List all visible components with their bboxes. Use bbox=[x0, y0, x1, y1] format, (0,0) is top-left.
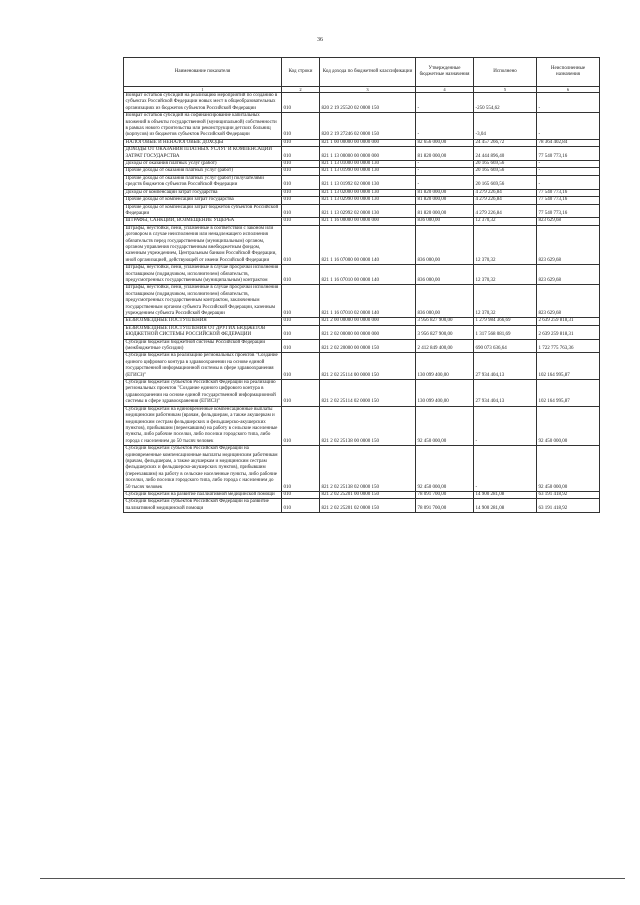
cell-unexecuted: - bbox=[537, 175, 600, 189]
cell-approved: - bbox=[416, 175, 474, 189]
cell-executed: - bbox=[474, 446, 537, 492]
cell-executed: 1 279 984 366,69 bbox=[474, 318, 537, 325]
cell-unexecuted: 78 364 402,84 bbox=[537, 139, 600, 146]
cell-line-code: 010 bbox=[282, 318, 320, 325]
cell-unexecuted: 77 540 773,16 bbox=[537, 189, 600, 196]
cell-executed: 20 165 669,56 bbox=[474, 175, 537, 189]
cell-indicator-name: Прочие доходы от оказания платных услуг (работ) получателями средств бюджетов субъектов Российской Федерации bbox=[124, 175, 282, 189]
cell-line-code: 010 bbox=[282, 168, 320, 175]
cell-indicator-name: ДОХОДЫ ОТ ОКАЗАНИЯ ПЛАТНЫХ УСЛУГ И КОМПЕНСАЦИИ ЗАТРАТ ГОСУДАРСТВА bbox=[124, 147, 282, 161]
cell-approved: 836 000,00 bbox=[416, 285, 474, 318]
table-row bbox=[124, 225, 600, 264]
cell-approved: 81 820 000,00 bbox=[416, 189, 474, 196]
cell-indicator-name: Субсидии бюджетам на единовременные компенсационные выплаты медицинским работникам (врачам, фельдшерам, а также акушеркам и медицинским сестрам фельдшерских и фельдшерско-акушерских пунктов), прибывшим (переехавшим) на работу в сельские населенные пункты, либо рабочие поселки, либо поселки городского типа, либо города с населением до 50 тысяч человек bbox=[124, 406, 282, 445]
cell-line-code: 010 bbox=[282, 175, 320, 189]
table-row bbox=[124, 139, 600, 146]
cell-income-code: 821 2 02 25114 00 0000 150 bbox=[320, 353, 416, 380]
cell-indicator-name: Субсидии бюджетам субъектов Российской Федерации на единовременные компенсационные выплаты медицинским работникам (врачам, фельдшерам, а также акушеркам и медицинским сестрам фельдшерских и фельдшерско-акушерских пунктов), прибывшим (переехавшим) на работу в сельские населенные пункты, либо рабочие поселки, либо поселки городского типа, либо города с населением до 50 тысяч человек bbox=[124, 446, 282, 492]
cell-income-code: 821 1 16 07010 02 0000 140 bbox=[320, 285, 416, 318]
cell-line-code: 010 bbox=[282, 339, 320, 353]
table-row bbox=[124, 175, 600, 189]
cell-executed: 1 317 568 081,69 bbox=[474, 325, 537, 339]
cell-unexecuted: 77 540 773,16 bbox=[537, 147, 600, 161]
table-row bbox=[124, 406, 600, 445]
cell-indicator-name: НАЛОГОВЫЕ И НЕНАЛОГОВЫЕ ДОХОДЫ bbox=[124, 139, 282, 146]
cell-income-code: 821 1 13 01000 00 0000 130 bbox=[320, 161, 416, 168]
page-number: 36 bbox=[317, 37, 323, 43]
cell-unexecuted: 102 164 995,87 bbox=[537, 380, 600, 407]
cell-indicator-name: Субсидии бюджетам субъектов Российской Федерации на развитие паллиативной медицинской помощи bbox=[124, 499, 282, 513]
cell-executed: 27 934 404,13 bbox=[474, 353, 537, 380]
table-row bbox=[124, 446, 600, 492]
cell-indicator-name: БЕЗВОЗМЕЗДНЫЕ ПОСТУПЛЕНИЯ ОТ ДРУГИХ БЮДЖЕТОВ БЮДЖЕТНОЙ СИСТЕМЫ РОССИЙСКОЙ ФЕДЕРАЦИИ bbox=[124, 325, 282, 339]
table-row bbox=[124, 285, 600, 318]
cell-indicator-name: Субсидии бюджетам на развитие паллиативной медицинской помощи bbox=[124, 491, 282, 498]
cell-indicator-name: ШТРАФЫ, САНКЦИИ, ВОЗМЕЩЕНИЕ УЩЕРБА bbox=[124, 218, 282, 225]
table-row bbox=[124, 93, 600, 113]
cell-indicator-name: Возврат остатков субсидий на софинансирование капитальных вложений в объекты государственной (муниципальной) собственности в рамках нового строительства или реконструкции детских больниц (корпусов) из бюджетов субъектов Российской Федерации bbox=[124, 113, 282, 140]
cell-unexecuted: 1 722 775 763,36 bbox=[537, 339, 600, 353]
column-number: 1 bbox=[124, 87, 282, 93]
cell-approved: - bbox=[416, 168, 474, 175]
cell-line-code: 010 bbox=[282, 139, 320, 146]
cell-line-code: 010 bbox=[282, 406, 320, 445]
column-number: 2 bbox=[282, 87, 320, 93]
cell-approved: 81 820 000,00 bbox=[416, 204, 474, 218]
cell-line-code: 010 bbox=[282, 225, 320, 264]
cell-unexecuted: 77 540 773,16 bbox=[537, 197, 600, 204]
cell-income-code: 821 2 00 00000 00 0000 000 bbox=[320, 318, 416, 325]
table-row bbox=[124, 147, 600, 161]
cell-executed: - bbox=[474, 406, 537, 445]
cell-line-code: 010 bbox=[282, 499, 320, 513]
cell-income-code: 821 2 02 25201 02 0000 150 bbox=[320, 499, 416, 513]
cell-approved: - bbox=[416, 113, 474, 140]
table-row bbox=[124, 499, 600, 513]
cell-income-code: 820 2 19 27246 02 0000 150 bbox=[320, 113, 416, 140]
cell-unexecuted: 92 450 000,00 bbox=[537, 406, 600, 445]
cell-approved: - bbox=[416, 161, 474, 168]
cell-executed: 24 457 266,72 bbox=[474, 139, 537, 146]
table-row bbox=[124, 204, 600, 218]
cell-line-code: 010 bbox=[282, 353, 320, 380]
cell-income-code: 821 1 13 01992 02 0000 130 bbox=[320, 175, 416, 189]
table-row bbox=[124, 353, 600, 380]
column-number: 5 bbox=[474, 87, 537, 93]
cell-income-code: 821 2 02 25138 02 0000 150 bbox=[320, 446, 416, 492]
cell-indicator-name: БЕЗВОЗМЕЗДНЫЕ ПОСТУПЛЕНИЯ bbox=[124, 318, 282, 325]
cell-approved: 836 000,00 bbox=[416, 225, 474, 264]
cell-approved: 836 000,00 bbox=[416, 265, 474, 285]
cell-indicator-name: Возврат остатков субсидий на реализацию мероприятий по созданию в субъектах Российской Федерации новых мест в общеобразовательных организациях из бюджетов субъектов Российской Федерации bbox=[124, 93, 282, 113]
cell-income-code: 821 1 13 02000 00 0000 130 bbox=[320, 189, 416, 196]
header-income-code: Код дохода по бюджетной классификации bbox=[320, 58, 416, 87]
cell-income-code: 821 1 13 00000 00 0000 000 bbox=[320, 147, 416, 161]
table-row bbox=[124, 189, 600, 196]
cell-unexecuted: 63 191 418,92 bbox=[537, 491, 600, 498]
cell-executed: -250 554,62 bbox=[474, 93, 537, 113]
cell-approved: 130 099 400,00 bbox=[416, 380, 474, 407]
cell-indicator-name: Прочие доходы от оказания платных услуг (работ) bbox=[124, 168, 282, 175]
cell-unexecuted: 77 540 773,16 bbox=[537, 204, 600, 218]
cell-unexecuted: - bbox=[537, 113, 600, 140]
column-number: 4 bbox=[416, 87, 474, 93]
cell-line-code: 010 bbox=[282, 161, 320, 168]
cell-executed: 27 934 404,13 bbox=[474, 380, 537, 407]
cell-approved: 82 656 000,00 bbox=[416, 139, 474, 146]
cell-indicator-name: Субсидии бюджетам бюджетной системы Российской Федерации (межбюджетные субсидии) bbox=[124, 339, 282, 353]
header-executed: Исполнено bbox=[474, 58, 537, 87]
cell-executed: 4 279 226,84 bbox=[474, 204, 537, 218]
cell-executed: 14 900 281,08 bbox=[474, 499, 537, 513]
cell-executed: 12 370,32 bbox=[474, 265, 537, 285]
cell-executed: 20 165 669,56 bbox=[474, 168, 537, 175]
cell-line-code: 010 bbox=[282, 197, 320, 204]
cell-approved: 81 820 000,00 bbox=[416, 197, 474, 204]
cell-line-code: 010 bbox=[282, 325, 320, 339]
cell-income-code: 821 1 13 01990 00 0000 130 bbox=[320, 168, 416, 175]
cell-approved: 3 956 827 900,00 bbox=[416, 318, 474, 325]
cell-line-code: 010 bbox=[282, 265, 320, 285]
cell-executed: 12 370,32 bbox=[474, 218, 537, 225]
cell-indicator-name: Прочие доходы от компенсации затрат бюджетов субъектов Российской Федерации bbox=[124, 204, 282, 218]
table-row bbox=[124, 339, 600, 353]
cell-unexecuted: 823 629,68 bbox=[537, 225, 600, 264]
cell-approved: 81 820 000,00 bbox=[416, 147, 474, 161]
cell-income-code: 821 1 16 00000 00 0000 000 bbox=[320, 218, 416, 225]
cell-unexecuted: 92 450 000,00 bbox=[537, 446, 600, 492]
header-approved: Утвержденные бюджетные назначения bbox=[416, 58, 474, 87]
cell-income-code: 821 1 00 00000 00 0000 000 bbox=[320, 139, 416, 146]
cell-executed: 12 370,32 bbox=[474, 285, 537, 318]
table-row bbox=[124, 197, 600, 204]
cell-approved: 3 956 827 900,00 bbox=[416, 325, 474, 339]
cell-indicator-name: Доходы от оказания платных услуг (работ) bbox=[124, 161, 282, 168]
table-row bbox=[124, 218, 600, 225]
table-row bbox=[124, 265, 600, 285]
header-unexecuted: Неисполненные назначения bbox=[537, 58, 600, 87]
cell-income-code: 821 1 13 02990 00 0000 130 bbox=[320, 197, 416, 204]
table-row bbox=[124, 113, 600, 140]
table-body bbox=[124, 93, 600, 513]
cell-unexecuted: 63 191 418,92 bbox=[537, 499, 600, 513]
cell-executed: 14 900 281,08 bbox=[474, 491, 537, 498]
table-row bbox=[124, 325, 600, 339]
column-number: 6 bbox=[537, 87, 600, 93]
cell-line-code: 010 bbox=[282, 491, 320, 498]
cell-executed: -3,04 bbox=[474, 113, 537, 140]
cell-line-code: 010 bbox=[282, 93, 320, 113]
cell-line-code: 010 bbox=[282, 218, 320, 225]
table-row bbox=[124, 168, 600, 175]
cell-executed: 690 073 636,64 bbox=[474, 339, 537, 353]
cell-line-code: 010 bbox=[282, 285, 320, 318]
cell-indicator-name: Штрафы, неустойки, пени, уплаченные в соответствии с законом или договором в случае неисполнения или ненадлежащего исполнения обязательств перед государственным (муниципальным) органом, органом управления государственным внебюджетным фондом, казенным учреждением, Центральным банком Российской Федерации, иной организацией, действующей от имени Российской Федерации bbox=[124, 225, 282, 264]
cell-approved: 92 450 000,00 bbox=[416, 446, 474, 492]
header-line-code: Код строки bbox=[282, 58, 320, 87]
cell-unexecuted: - bbox=[537, 93, 600, 113]
cell-income-code: 821 2 02 25201 00 0000 150 bbox=[320, 491, 416, 498]
income-report-table bbox=[123, 57, 600, 513]
cell-indicator-name: Субсидии бюджетам на реализацию региональных проектов "Создание единого цифрового контура в здравоохранении на основе единой государственной информационной системы в сфере здравоохранения (ЕГИСЗ)" bbox=[124, 353, 282, 380]
table-row bbox=[124, 161, 600, 168]
table-row bbox=[124, 491, 600, 498]
header-row bbox=[124, 58, 600, 87]
table-row bbox=[124, 380, 600, 407]
cell-unexecuted: 102 164 995,87 bbox=[537, 353, 600, 380]
cell-executed: 12 370,32 bbox=[474, 225, 537, 264]
cell-indicator-name: Доходы от компенсации затрат государства bbox=[124, 189, 282, 196]
cell-income-code: 821 2 02 00000 00 0000 000 bbox=[320, 325, 416, 339]
cell-unexecuted: 2 639 259 818,31 bbox=[537, 325, 600, 339]
cell-unexecuted: 823 629,68 bbox=[537, 218, 600, 225]
cell-indicator-name: Прочие доходы от компенсации затрат государства bbox=[124, 197, 282, 204]
cell-approved: 78 091 700,00 bbox=[416, 491, 474, 498]
cell-income-code: 820 2 19 25520 02 0000 150 bbox=[320, 93, 416, 113]
cell-approved: - bbox=[416, 93, 474, 113]
cell-line-code: 010 bbox=[282, 189, 320, 196]
cell-approved: 2 412 849 400,00 bbox=[416, 339, 474, 353]
cell-line-code: 010 bbox=[282, 147, 320, 161]
cell-executed: 4 279 226,84 bbox=[474, 189, 537, 196]
cell-unexecuted: - bbox=[537, 168, 600, 175]
cell-indicator-name: Штрафы, неустойки, пени, уплаченные в случае просрочки исполнения поставщиком (подрядчиком, исполнителем) обязательств, предусмотренных государственным (муниципальным) контрактом bbox=[124, 265, 282, 285]
cell-unexecuted: 823 629,68 bbox=[537, 285, 600, 318]
cell-income-code: 821 2 02 20000 00 0000 150 bbox=[320, 339, 416, 353]
cell-income-code: 821 1 16 07010 00 0000 140 bbox=[320, 265, 416, 285]
cell-indicator-name: Субсидии бюджетам субъектов Российской Федерации на реализацию региональных проектов "Создание единого цифрового контура в здравоохранении на основе единой государственной информационной системы в сфере здравоохранения (ЕГИСЗ)" bbox=[124, 380, 282, 407]
cell-indicator-name: Штрафы, неустойки, пени, уплаченные в случае просрочки исполнения поставщиком (подрядчиком, исполнителем) обязательств, предусмотренных государственным контрактом, заключенным государственным органом субъекта Российской Федерации, казенным учреждением субъекта Российской Федерации bbox=[124, 285, 282, 318]
cell-executed: 4 279 226,84 bbox=[474, 197, 537, 204]
cell-approved: 92 450 000,00 bbox=[416, 406, 474, 445]
cell-income-code: 821 2 02 25114 02 0000 150 bbox=[320, 380, 416, 407]
cell-executed: 20 165 669,56 bbox=[474, 161, 537, 168]
cell-unexecuted: 2 639 259 818,31 bbox=[537, 318, 600, 325]
cell-line-code: 010 bbox=[282, 446, 320, 492]
cell-approved: 78 091 700,00 bbox=[416, 499, 474, 513]
cell-income-code: 821 1 13 02992 02 0000 130 bbox=[320, 204, 416, 218]
page-bottom-divider bbox=[40, 878, 625, 879]
cell-unexecuted: 823 629,68 bbox=[537, 265, 600, 285]
cell-unexecuted: - bbox=[537, 161, 600, 168]
cell-line-code: 010 bbox=[282, 204, 320, 218]
cell-approved: 130 099 400,00 bbox=[416, 353, 474, 380]
cell-line-code: 010 bbox=[282, 380, 320, 407]
header-indicator-name: Наименование показателя bbox=[124, 58, 282, 87]
cell-executed: 24 444 896,40 bbox=[474, 147, 537, 161]
table-row bbox=[124, 318, 600, 325]
cell-line-code: 010 bbox=[282, 113, 320, 140]
column-number: 3 bbox=[320, 87, 416, 93]
cell-income-code: 821 2 02 25138 00 0000 150 bbox=[320, 406, 416, 445]
cell-income-code: 821 1 16 07000 00 0000 140 bbox=[320, 225, 416, 264]
cell-approved: 836 000,00 bbox=[416, 218, 474, 225]
